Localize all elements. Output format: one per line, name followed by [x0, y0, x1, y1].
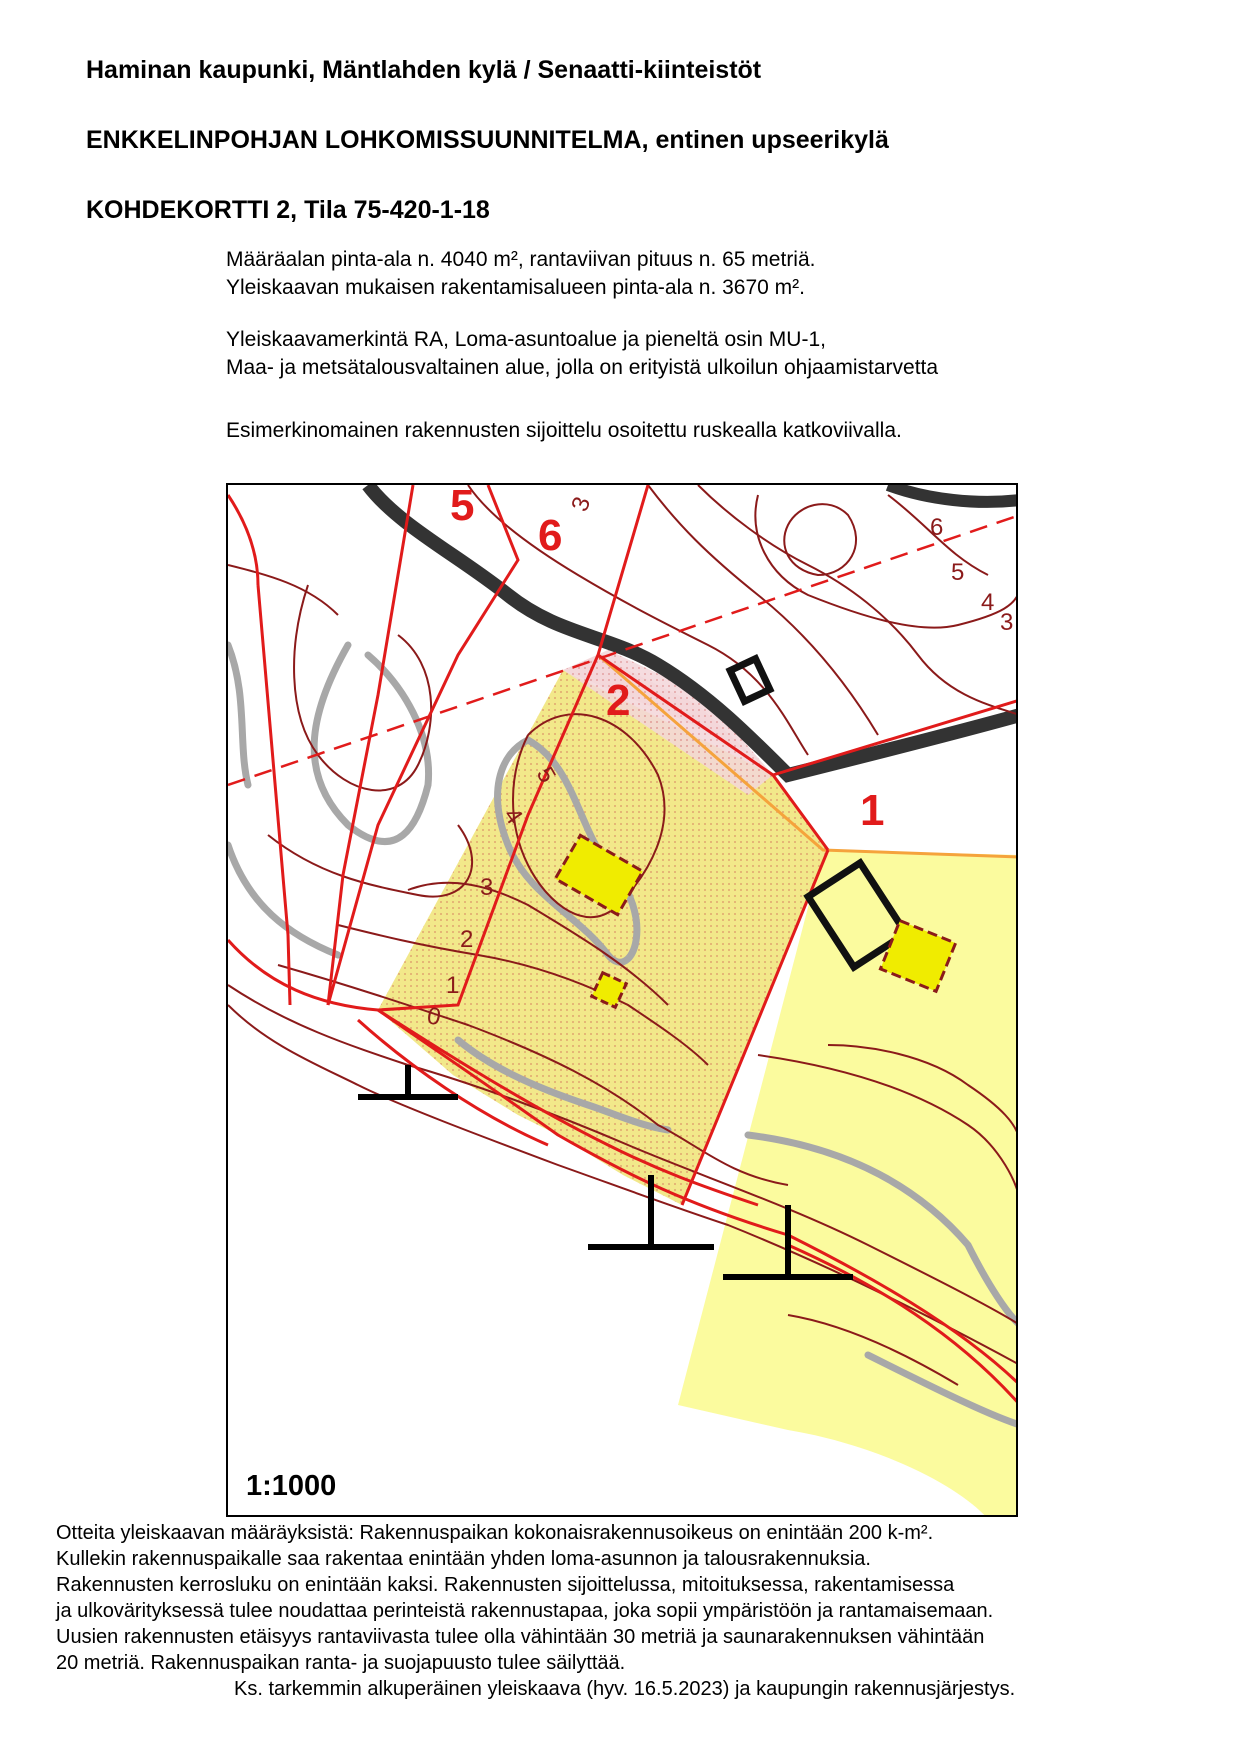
area-description [226, 246, 816, 302]
footer-line: Kullekin rakennuspaikalle saa rakentaa enintään yhden loma-asunnon ja talousrakennuksia. [56, 1548, 871, 1570]
footer-regulations [56, 1520, 1015, 1702]
plot-label-6: 6 [538, 511, 563, 560]
placement-line: Esimerkinomainen rakennusten sijoittelu osoitettu ruskealla katkoviivalla. [226, 419, 902, 442]
plot-label-2: 2 [606, 676, 631, 725]
footer-line: Uusien rakennusten etäisyys rantaviivasta tulee olla vähintään 30 metriä ja saunarakennuksen vähintään [56, 1626, 985, 1648]
footer-line: Otteita yleiskaavan määräyksistä: Rakennuspaikan kokonaisrakennusoikeus on enintään 200 k-m². [56, 1522, 934, 1544]
contour-label: 2 [460, 926, 474, 953]
contour-label: 3 [1000, 609, 1014, 636]
footer-line: ja ulkovärityksessä tulee noudattaa perinteistä rakennustapaa, joka sopii ympäristöön ja rantamaisemaan. [56, 1600, 994, 1622]
contour-label: 4 [498, 802, 528, 830]
plot-label-1: 1 [860, 786, 885, 835]
contour-label: 3 [566, 493, 597, 516]
card-title: KOHDEKORTTI 2, Tila 75-420-1-18 [86, 196, 490, 224]
contour-label: 1 [446, 972, 460, 999]
map-svg [228, 485, 1018, 1517]
map-frame [226, 483, 1018, 1517]
contour-label: 6 [930, 514, 944, 541]
map-scale: 1:1000 [246, 1470, 337, 1502]
zoning-line-1: Yleiskaavamerkintä RA, Loma-asuntoalue ja pieneltä osin MU-1, [226, 328, 826, 351]
zoning-description [226, 326, 938, 382]
footer-reference: Ks. tarkemmin alkuperäinen yleiskaava (hyv. 16.5.2023) ja kaupungin rakennusjärjestys. [234, 1678, 1016, 1700]
footer-line: 20 metriä. Rakennuspaikan ranta- ja suojapuusto tulee säilyttää. [56, 1652, 626, 1674]
footer-line: Rakennusten kerrosluku on enintään kaksi. Rakennusten sijoittelussa, mitoituksessa, rakentamisessa [56, 1574, 955, 1596]
zoning-line-2: Maa- ja metsätalousvaltainen alue, jolla on erityistä ulkoilun ohjaamistarvetta [226, 356, 939, 379]
contour-label: 3 [480, 874, 494, 901]
contour-label: 5 [951, 559, 965, 586]
placement-description [226, 417, 902, 445]
plan-title: ENKKELINPOHJAN LOHKOMISSUUNNITELMA, entinen upseerikylä [86, 126, 889, 154]
existing-building [730, 659, 770, 702]
contour-label: 5 [530, 762, 561, 788]
contour-label: 0 [424, 1002, 443, 1032]
area-line-2: Yleiskaavan mukaisen rakentamisalueen pinta-ala n. 3670 m². [226, 276, 805, 299]
area-line-1: Määräalan pinta-ala n. 4040 m², rantaviivan pituus n. 65 metriä. [226, 248, 816, 271]
plot-label-5: 5 [450, 485, 475, 530]
contour-label: 4 [981, 589, 995, 616]
header-title: Haminan kaupunki, Mäntlahden kylä / Senaatti-kiinteistöt [86, 56, 762, 84]
